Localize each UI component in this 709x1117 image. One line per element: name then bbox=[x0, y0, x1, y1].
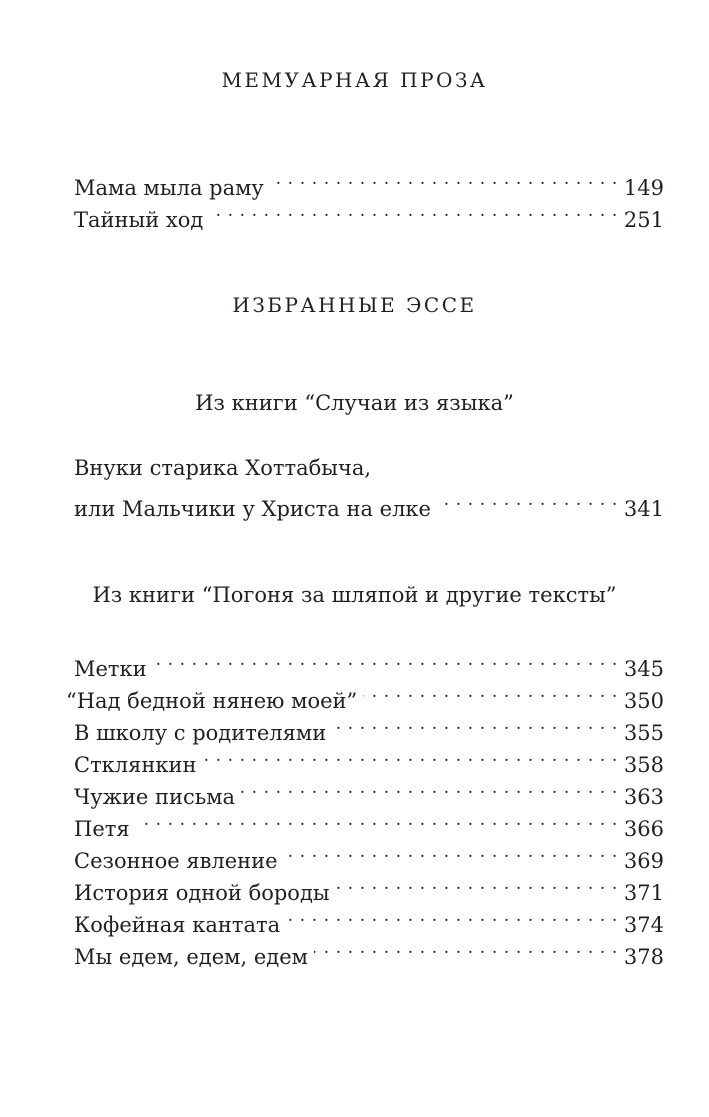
toc-entry-page: 371 bbox=[623, 881, 664, 905]
book-subheading-cases: Из книги “Случаи из языка” bbox=[195, 391, 514, 415]
dot-leader bbox=[284, 836, 618, 868]
toc-entry-title: В школу с родителями bbox=[74, 721, 327, 745]
toc-entry[interactable] bbox=[74, 484, 664, 521]
toc-list-memoir bbox=[74, 163, 664, 232]
toc-entry-page: 363 bbox=[623, 785, 664, 809]
toc-list-cases bbox=[74, 452, 664, 521]
toc-entry-page: 149 bbox=[623, 176, 664, 200]
toc-entry-title: Чужие письма bbox=[74, 785, 236, 809]
dot-leader bbox=[270, 163, 618, 195]
toc-entry-page: 251 bbox=[623, 208, 664, 232]
toc-entry-page: 341 bbox=[623, 497, 664, 521]
toc-entry-page: 358 bbox=[623, 753, 664, 777]
dot-leader bbox=[209, 195, 618, 227]
dot-leader bbox=[286, 900, 618, 932]
toc-entry-title: Петя bbox=[74, 817, 130, 841]
toc-entry-page: 374 bbox=[623, 913, 664, 937]
toc-entry-page: 345 bbox=[623, 657, 664, 681]
toc-entry[interactable] bbox=[66, 676, 664, 713]
section-heading-memoir: МЕМУАРНАЯ ПРОЗА bbox=[221, 68, 488, 92]
toc-entry[interactable] bbox=[74, 644, 664, 681]
dot-leader bbox=[332, 708, 618, 740]
toc-entry[interactable] bbox=[74, 836, 664, 873]
toc-entry-title: Метки bbox=[74, 657, 147, 681]
book-subheading-hat-chase: Из книги “Погоня за шляпой и другие тексты” bbox=[92, 583, 617, 607]
toc-list-hat-chase bbox=[66, 644, 664, 969]
toc-entry-title-line1[interactable]: Внуки старика Хоттабыча, bbox=[74, 456, 372, 480]
toc-entry[interactable] bbox=[74, 163, 664, 200]
dot-leader bbox=[136, 804, 618, 836]
toc-entry-title: Мы едем, едем, едем bbox=[74, 945, 308, 969]
toc-entry-page: 378 bbox=[623, 945, 664, 969]
toc-entry-title: Сезонное явление bbox=[74, 849, 278, 873]
dot-leader bbox=[314, 932, 618, 964]
dot-leader bbox=[153, 644, 618, 676]
toc-entry-title: История одной бороды bbox=[74, 881, 330, 905]
toc-entry-title: Тайный ход bbox=[74, 208, 204, 232]
dot-leader bbox=[203, 740, 618, 772]
dot-leader bbox=[437, 484, 618, 516]
toc-entry-title: Стклянкин bbox=[74, 753, 197, 777]
toc-entry-title: Мама мыла раму bbox=[74, 176, 264, 200]
toc-entry[interactable] bbox=[74, 804, 664, 841]
toc-entry-title: Кофейная кантата bbox=[74, 913, 281, 937]
dot-leader bbox=[241, 772, 618, 804]
toc-entry-title: “Над бедной нянею моей” bbox=[66, 689, 358, 713]
toc-entry-page: 369 bbox=[623, 849, 664, 873]
toc-entry-title: или Мальчики у Христа на елке bbox=[74, 497, 431, 521]
dot-leader bbox=[363, 676, 618, 708]
toc-entry-page: 350 bbox=[623, 689, 664, 713]
dot-leader bbox=[336, 868, 618, 900]
toc-entry-page: 366 bbox=[623, 817, 664, 841]
toc-entry-page: 355 bbox=[623, 721, 664, 745]
section-heading-essays: ИЗБРАННЫЕ ЭССЕ bbox=[232, 293, 477, 317]
